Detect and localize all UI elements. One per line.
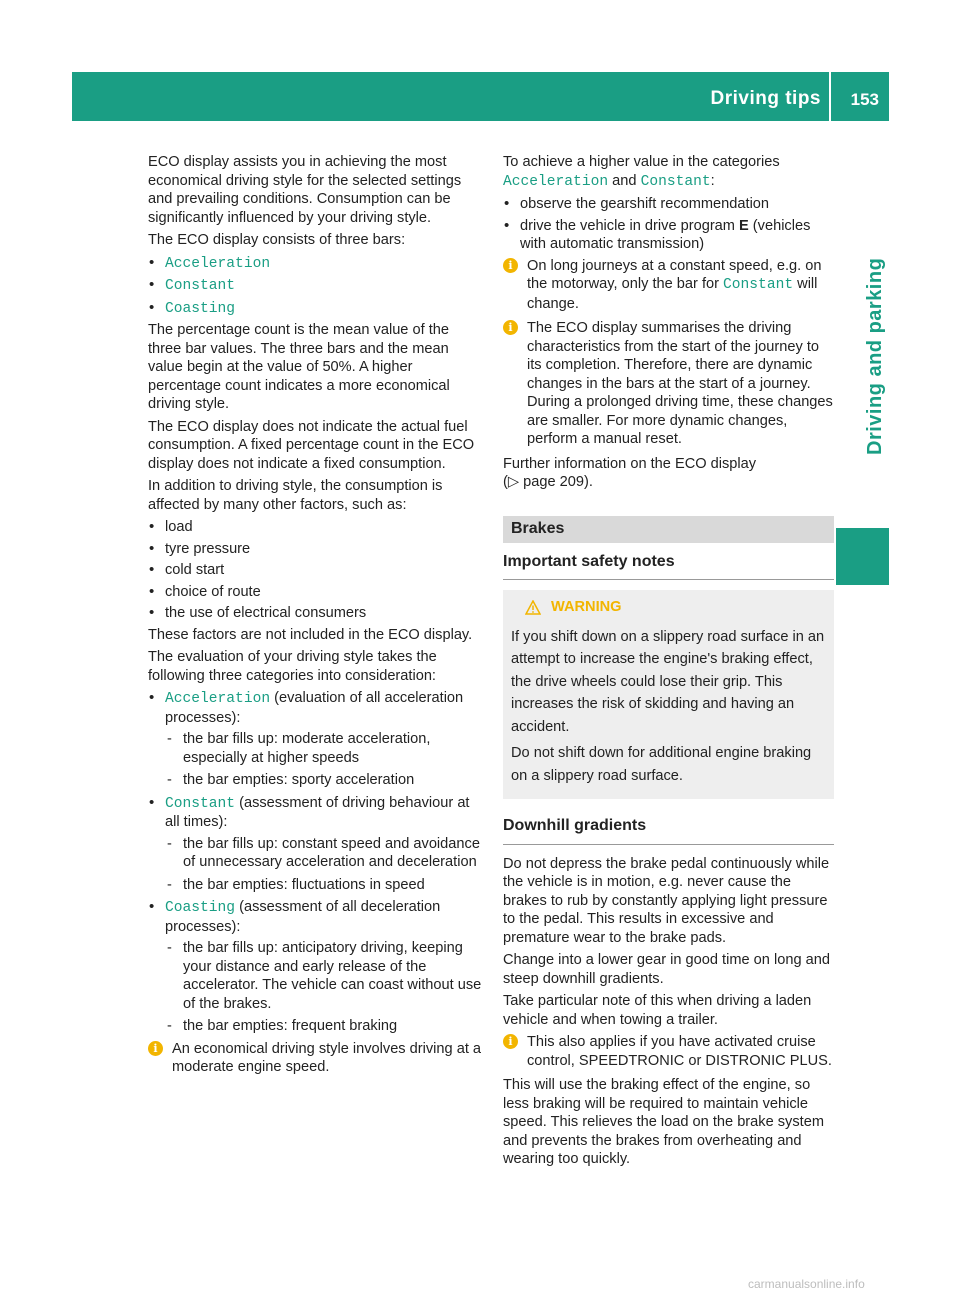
sub-item: - the bar fills up: anticipatory driving, keeping your distance and early release of the accelerator. The vehicle can coast without use of the brakes. xyxy=(165,939,482,1013)
bar-list xyxy=(148,254,482,319)
list-item: • observe the gearshift recommendation xyxy=(503,195,834,214)
category-text: (assessment of all deceleration processes): xyxy=(165,899,441,935)
tip-text: drive the vehicle in drive program xyxy=(520,217,740,234)
paragraph: The ECO display does not indicate the actual fuel consumption. A fixed percentage count in the ECO display does not indicate a fixed consumption. xyxy=(148,418,475,472)
info-icon: i xyxy=(503,320,518,335)
category-list xyxy=(148,689,482,1036)
info-icon: i xyxy=(503,258,518,273)
warning-box xyxy=(503,590,834,799)
warning-title xyxy=(511,598,826,617)
code-term: Constant xyxy=(723,277,794,293)
further-text: Further information on the ECO display xyxy=(503,455,757,472)
info-icon: i xyxy=(148,1041,163,1056)
header-bar xyxy=(72,72,889,121)
sub-item: - the bar fills up: moderate acceleration, especially at higher speeds xyxy=(165,730,482,767)
sub-item: - the bar empties: sporty acceleration xyxy=(165,771,482,790)
list-item: • load xyxy=(148,518,482,537)
info-note xyxy=(503,257,834,314)
list-item xyxy=(148,254,482,274)
intro-text: To achieve a higher value in the categories xyxy=(503,154,780,170)
list-item xyxy=(148,276,482,296)
warning-label: WARNING xyxy=(551,599,622,615)
tip-list xyxy=(503,195,834,254)
code-term: Constant xyxy=(165,795,236,812)
list-item: • the use of electrical consumers xyxy=(148,604,482,623)
paragraph: This will use the braking effect of the engine, so less braking will be required to maintain vehicle speed. This relieves the load on the brake system and prevents the brakes from overheating and wearing too quickly. xyxy=(503,1077,824,1167)
paragraph: Do not depress the brake pedal continuously while the vehicle is in motion, e.g. never cause the brakes to rub by constantly applying light pressure to the pedal. This results in excessive and premature wear to the brake pads. xyxy=(503,855,830,946)
page-reference-link[interactable]: (▷ page 209). xyxy=(503,474,593,490)
paragraph: The evaluation of your driving style takes the following three categories into consideration: xyxy=(148,649,437,684)
code-term: Constant xyxy=(640,173,711,190)
side-tab-marker xyxy=(836,528,889,585)
right-column xyxy=(503,153,834,1173)
header-title: Driving tips xyxy=(710,88,821,109)
sub-list xyxy=(165,835,482,895)
info-text: An economical driving style involves driving at a moderate engine speed. xyxy=(172,1040,482,1075)
sub-list xyxy=(165,939,482,1036)
paragraph: Change into a lower gear in good time on long and steep downhill gradients. xyxy=(503,952,830,987)
code-term: Coasting xyxy=(165,300,236,317)
warning-triangle-icon xyxy=(525,600,541,615)
page-number: 153 xyxy=(850,90,879,109)
category-text: (assessment of driving behaviour at all times): xyxy=(165,794,470,830)
sub-list xyxy=(165,730,482,790)
paragraph: The percentage count is the mean value of the three bar values. The three bars and the mean value begin at the value of 50%. A higher percentage count indicates a more economical driving style. xyxy=(148,322,450,412)
info-icon: i xyxy=(503,1034,518,1049)
info-text: This also applies if you have activated cruise control, SPEEDTRONIC or DISTRONIC PLUS. xyxy=(527,1034,832,1069)
paragraph: Take particular note of this when driving a laden vehicle and when towing a trailer. xyxy=(503,993,812,1028)
info-note xyxy=(503,319,834,449)
category-text: (evaluation of all acceleration processes): xyxy=(165,690,464,726)
code-term: Coasting xyxy=(165,900,236,916)
sub-item: - the bar empties: frequent braking xyxy=(165,1017,482,1036)
warning-text: If you shift down on a slippery road surface in an attempt to increase the engine's braking effect, the drive wheels could lose their grip. This increases the risk of skidding and having an accident. xyxy=(511,628,825,735)
paragraph: In addition to driving style, the consumption is affected by many other factors, such as: xyxy=(148,478,443,513)
list-item xyxy=(148,689,482,790)
code-term: Acceleration xyxy=(165,255,271,272)
factor-list xyxy=(148,518,482,623)
drive-program-label: E xyxy=(739,217,749,234)
left-column xyxy=(148,153,482,1083)
paragraph: These factors are not included in the ECO display. xyxy=(148,626,473,643)
header-separator xyxy=(829,72,831,121)
subheading-downhill-gradients: Downhill gradients xyxy=(503,817,834,845)
info-text: will change. xyxy=(527,276,818,312)
list-item: • choice of route xyxy=(148,583,482,602)
info-note xyxy=(503,1033,834,1070)
intro-colon: : xyxy=(710,172,715,189)
side-tab-label: Driving and parking xyxy=(864,257,886,455)
list-item: • tyre pressure xyxy=(148,540,482,559)
list-item xyxy=(148,794,482,895)
code-term: Constant xyxy=(165,278,236,294)
list-item: • cold start xyxy=(148,561,482,580)
warning-text: Do not shift down for additional engine braking on a slippery road surface. xyxy=(511,745,812,784)
paragraph: The ECO display consists of three bars: xyxy=(148,232,406,248)
watermark: carmanualsonline.info xyxy=(748,1277,865,1291)
subheading-safety-notes: Important safety notes xyxy=(503,553,834,581)
list-item xyxy=(148,898,482,1036)
section-heading-brakes: Brakes xyxy=(503,516,834,543)
info-text: On long journeys at a constant speed, e.g. on the motorway, only the bar for xyxy=(527,257,822,292)
intro-and: and xyxy=(608,172,641,189)
paragraph: ECO display assists you in achieving the most economical driving style for the selected settings and prevailing conditions. Consumption can be significantly influenced by your driving style. xyxy=(148,154,462,226)
list-item xyxy=(148,299,482,319)
code-term: Acceleration xyxy=(503,173,609,190)
info-text: The ECO display summarises the driving characteristics from the start of the journey to its completion. Therefore, there are dynamic changes in the bars at the start of a journey. During a prolonged driving time, these changes are smaller. For more dynamic changes, perform a manual reset. xyxy=(527,320,833,447)
list-item xyxy=(503,217,834,254)
code-term: Acceleration xyxy=(165,691,271,707)
sub-item: - the bar fills up: constant speed and avoidance of unnecessary acceleration and deceleration xyxy=(165,835,482,872)
tip-text: (vehicles with automatic transmission) xyxy=(520,217,811,252)
sub-item: - the bar empties: fluctuations in speed xyxy=(165,876,482,895)
paragraph xyxy=(503,153,834,191)
info-note xyxy=(148,1040,482,1077)
paragraph xyxy=(503,455,834,492)
